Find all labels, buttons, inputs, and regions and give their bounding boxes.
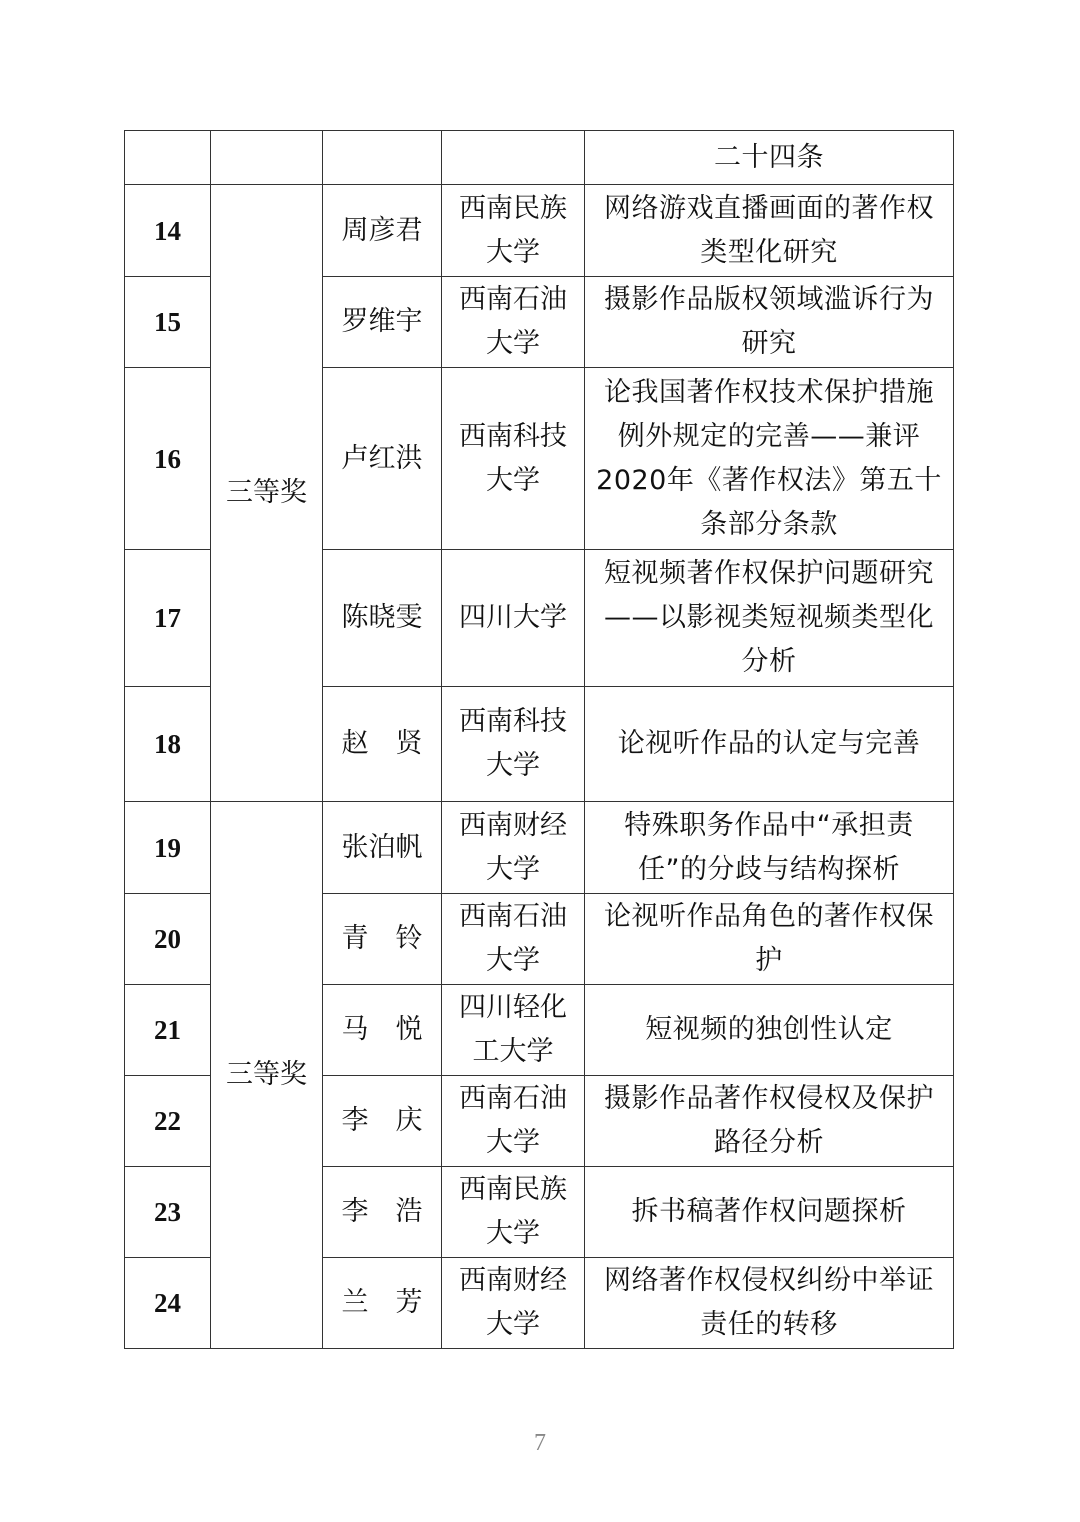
paper-title: 论我国著作权技术保护措施例外规定的完善——兼评2020年《著作权法》第五十条部分条款 (585, 368, 954, 550)
author-name: 赵 贤 (323, 687, 442, 802)
paper-title: 摄影作品著作权侵权及保护路径分析 (585, 1076, 954, 1167)
author-name: 青 铃 (323, 894, 442, 985)
school-name: 西南石油大学 (442, 894, 585, 985)
row-number: 20 (125, 894, 211, 985)
paper-title: 论视听作品角色的著作权保护 (585, 894, 954, 985)
table-row (125, 802, 954, 894)
empty-cell (125, 131, 211, 185)
author-name: 罗维宇 (323, 277, 442, 368)
row-number: 18 (125, 687, 211, 802)
empty-cell (442, 131, 585, 185)
school-name: 四川轻化工大学 (442, 985, 585, 1076)
school-name: 西南民族大学 (442, 1167, 585, 1258)
paper-title: 摄影作品版权领域滥诉行为研究 (585, 277, 954, 368)
school-name: 西南财经大学 (442, 1258, 585, 1349)
row-number: 15 (125, 277, 211, 368)
school-name: 西南科技大学 (442, 687, 585, 802)
row-number: 21 (125, 985, 211, 1076)
paper-title: 短视频著作权保护问题研究——以影视类短视频类型化分析 (585, 550, 954, 687)
school-name: 四川大学 (442, 550, 585, 687)
row-number: 16 (125, 368, 211, 550)
author-name: 兰 芳 (323, 1258, 442, 1349)
award-table (124, 130, 954, 1349)
paper-title: 网络游戏直播画面的著作权类型化研究 (585, 185, 954, 277)
table-row (125, 185, 954, 277)
paper-title: 特殊职务作品中“承担责任”的分歧与结构探析 (585, 802, 954, 894)
row-number: 14 (125, 185, 211, 277)
author-name: 张泊帆 (323, 802, 442, 894)
paper-title: 网络著作权侵权纠纷中举证责任的转移 (585, 1258, 954, 1349)
author-name: 卢红洪 (323, 368, 442, 550)
author-name: 陈晓雯 (323, 550, 442, 687)
prize-level: 三等奖 (211, 185, 323, 802)
row-number: 17 (125, 550, 211, 687)
page-number: 7 (534, 1430, 546, 1456)
school-name: 西南财经大学 (442, 802, 585, 894)
school-name: 西南民族大学 (442, 185, 585, 277)
author-name: 李 浩 (323, 1167, 442, 1258)
row-number: 19 (125, 802, 211, 894)
carry-over-row (125, 131, 954, 185)
row-number: 22 (125, 1076, 211, 1167)
school-name: 西南石油大学 (442, 1076, 585, 1167)
author-name: 马 悦 (323, 985, 442, 1076)
empty-cell (211, 131, 323, 185)
author-name: 李 庆 (323, 1076, 442, 1167)
author-name: 周彦君 (323, 185, 442, 277)
school-name: 西南石油大学 (442, 277, 585, 368)
school-name: 西南科技大学 (442, 368, 585, 550)
paper-title: 短视频的独创性认定 (585, 985, 954, 1076)
paper-title: 论视听作品的认定与完善 (585, 687, 954, 802)
paper-title: 拆书稿著作权问题探析 (585, 1167, 954, 1258)
carry-over-title: 二十四条 (585, 131, 954, 185)
prize-level: 三等奖 (211, 802, 323, 1349)
row-number: 23 (125, 1167, 211, 1258)
empty-cell (323, 131, 442, 185)
row-number: 24 (125, 1258, 211, 1349)
